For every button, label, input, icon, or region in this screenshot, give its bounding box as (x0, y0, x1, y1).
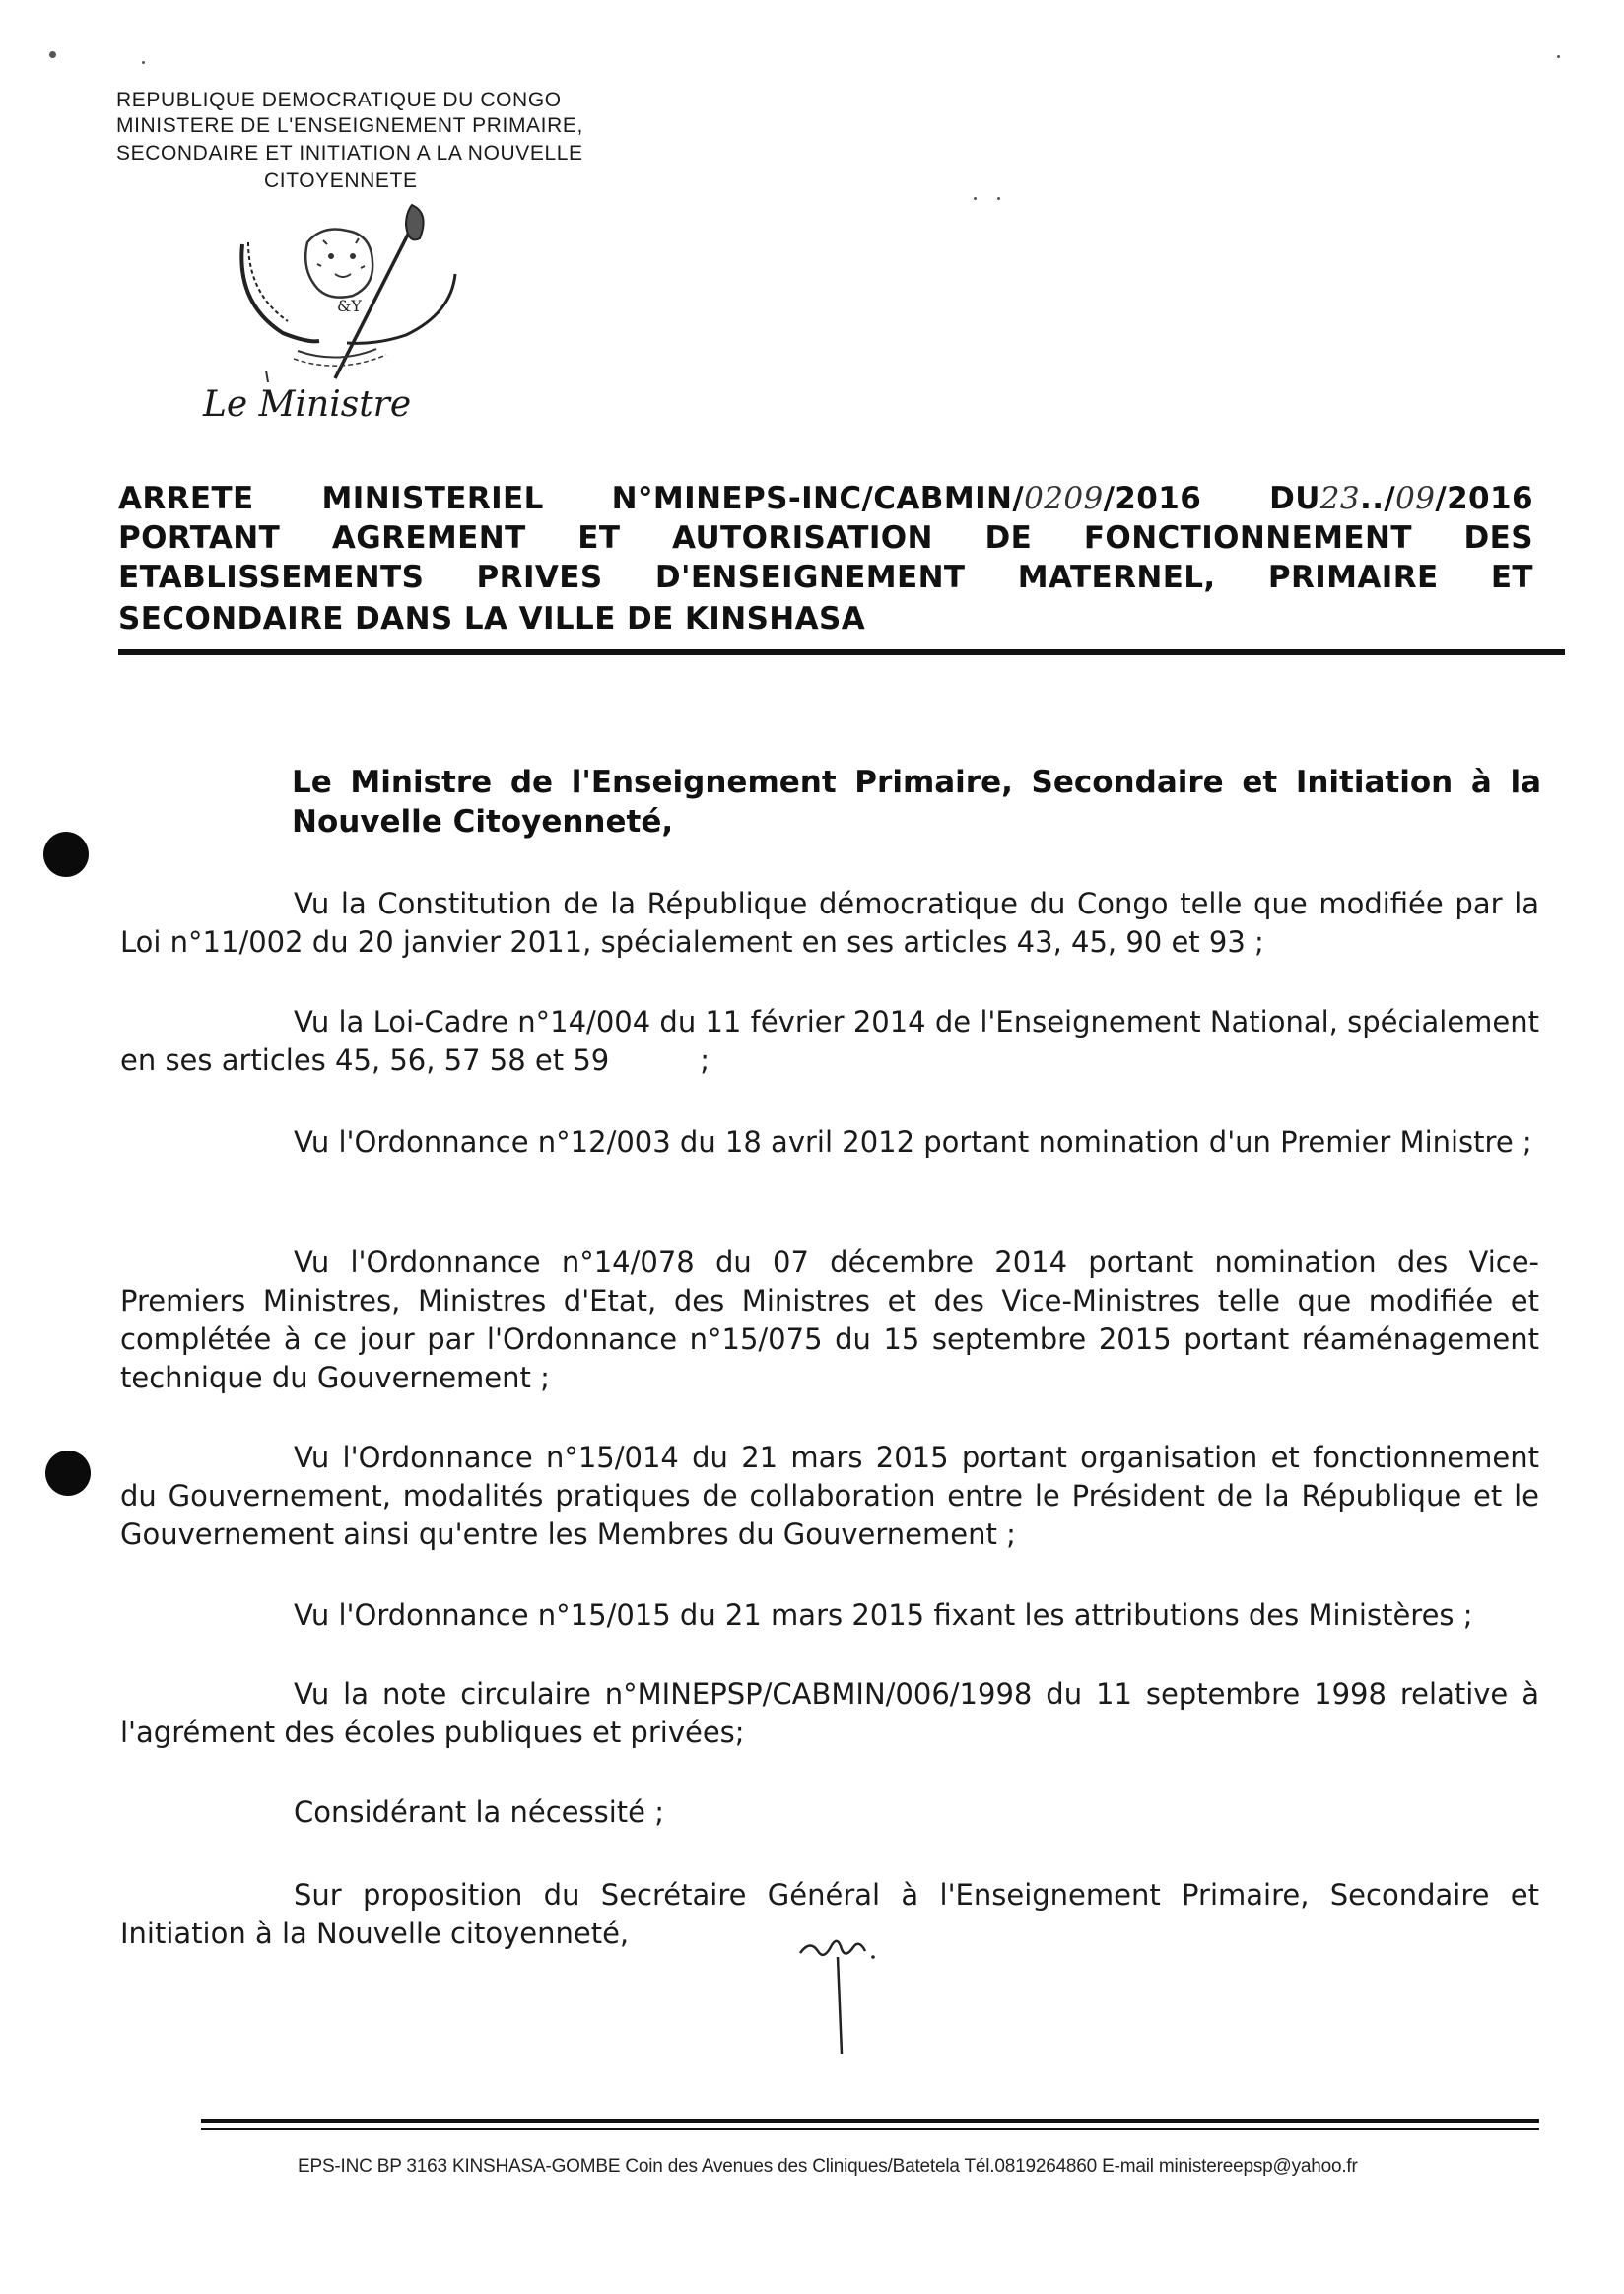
congo-coat-of-arms-icon (229, 195, 475, 382)
visa-rest: Initiation à la Nouvelle citoyenneté, (120, 1917, 630, 1950)
scan-mark (1557, 55, 1560, 58)
punch-hole (43, 832, 89, 877)
visa-attributions: Vu l'Ordonnance n°15/015 du 21 mars 2015 fixant les attributions des Ministères ; (294, 1598, 1473, 1632)
visa-rest: à l'agrément des écoles publiques et privées; (120, 1677, 1539, 1749)
visa-end: ; (700, 1044, 710, 1077)
footer-rule (201, 2128, 1539, 2130)
visa-organisation-gouvernement (120, 1439, 1539, 1554)
header-ministry-line1: MINISTERE DE L'ENSEIGNEMENT PRIMAIRE, (116, 114, 583, 137)
title-word: D'ENSEIGNEMENT (654, 560, 966, 595)
scan-mark (142, 61, 145, 64)
title-word: ARRETE (118, 481, 254, 516)
visa-lead: Vu la Loi-Cadre n°14/004 du 11 février 2014 de l'Enseignement National, (294, 1005, 1338, 1039)
scan-mark (49, 51, 56, 58)
visa-loi-cadre (120, 1003, 1539, 1080)
visa-lead: Vu l'Ordonnance n°15/014 du 21 mars 2015 portant organisation et fonctionnement (294, 1441, 1539, 1474)
footer-rule (201, 2119, 1539, 2123)
footer-address: EPS-INC BP 3163 KINSHASA-GOMBE Coin des Avenues des Cliniques/Batetela Tél.0819264860 E-mail ministereepsp@yahoo.fr (298, 2156, 1358, 2177)
decree-date (1269, 481, 1533, 516)
visa-lead: Vu la Constitution de la République démocratique du Congo telle que modifiée par (294, 887, 1503, 920)
title-word: DES (1463, 520, 1533, 556)
visa-lead: Vu la note circulaire n°MINEPSP/CABMIN/006/1998 du 11 septembre 1998 relative (294, 1677, 1509, 1711)
visa-lead: Vu l'Ordonnance n°14/078 du 07 décembre 2014 portant nomination des Vice-Premiers (120, 1246, 1539, 1317)
title-line-3 (118, 560, 1533, 595)
decree-reference (612, 481, 1202, 516)
visa-gouvernement-nomination (120, 1244, 1539, 1397)
title-word: MATERNEL, (1017, 560, 1216, 595)
decree-du: DU (1269, 481, 1320, 516)
title-word: PRIMAIRE (1267, 560, 1439, 595)
decree-prefix: N°MINEPS-INC/CABMIN/ (611, 481, 1025, 516)
visa-rest: spécialement en ses articles 45, 56, 57 58 et 59 (120, 1005, 1539, 1077)
visa-rest: la Loi n°11/002 du 20 janvier 2011, spécialement en ses articles 43, 45, 90 et 93 ; (120, 887, 1540, 959)
decree-date-year: /2016 (1435, 481, 1533, 516)
svg-text:&Y: &Y (337, 297, 362, 315)
title-underline (118, 649, 1565, 655)
decree-day-handwritten: 23 (1320, 481, 1361, 516)
scan-mark (997, 197, 1000, 200)
decree-year: /2016 (1103, 481, 1202, 516)
decree-date-sep: ../ (1360, 481, 1396, 516)
header-ministry-line3: CITOYENNETE (264, 169, 418, 192)
visa-rest: du Gouvernement, modalités pratiques de collaboration entre le Président de la République et le Gouvernement ainsi qu'entre les Membres du Gouvernement ; (120, 1479, 1539, 1551)
preamble-heading: Le Ministre de l'Enseignement Primaire, Secondaire et Initiation à la Nouvelle Citoyenneté, (292, 765, 1541, 840)
scan-mark (974, 197, 977, 200)
decree-number-handwritten: 0209 (1024, 481, 1104, 516)
title-word: FONCTIONNEMENT (1083, 520, 1412, 556)
header-country: REPUBLIQUE DEMOCRATIQUE DU CONGO (116, 89, 562, 111)
considerant: Considérant la nécessité ; (294, 1795, 664, 1829)
visa-lead: Vu l'Ordonnance n°12/003 du 18 avril 2012 portant nomination d'un Premier (294, 1125, 1391, 1159)
title-word: MINISTERIEL (321, 481, 544, 516)
title-word: PRIVES (476, 560, 603, 595)
visa-rest: Ministres, Ministres d'Etat, des Ministres et des Vice-Ministres telle que modifiée et complétée à ce jour par l'Ordonnance n°15/075 du 15 septembre 2015 portant réaménagement technique du Gouvernement ; (120, 1284, 1539, 1394)
title-word: ET (1490, 560, 1533, 595)
visa-premier-ministre (120, 1123, 1539, 1162)
title-word: DE (984, 520, 1033, 556)
title-word: SECONDAIRE DANS LA VILLE DE KINSHASA (118, 601, 866, 637)
visa-constitution (120, 885, 1539, 962)
decree-month-handwritten: 09 (1395, 481, 1436, 516)
visa-rest: Ministre ; (1399, 1125, 1532, 1159)
title-line-2 (118, 520, 1533, 556)
visa-note-circulaire (120, 1675, 1539, 1752)
visa-lead: Sur proposition du Secrétaire Général à l'Enseignement Primaire, Secondaire et (294, 1878, 1539, 1912)
title-word: ET (577, 520, 621, 556)
title-word: ETABLISSEMENTS (118, 560, 425, 595)
header-ministry-line2: SECONDAIRE ET INITIATION A LA NOUVELLE (116, 142, 583, 165)
initials-paraphe (788, 1931, 897, 2059)
title-word: AGREMENT (331, 520, 526, 556)
title-word: PORTANT (118, 520, 281, 556)
signatory-title: Le Ministre (203, 384, 412, 425)
title-word: AUTORISATION (672, 520, 933, 556)
punch-hole (45, 1451, 91, 1496)
title-line-1 (118, 481, 1533, 516)
title-line-4 (118, 601, 1533, 637)
